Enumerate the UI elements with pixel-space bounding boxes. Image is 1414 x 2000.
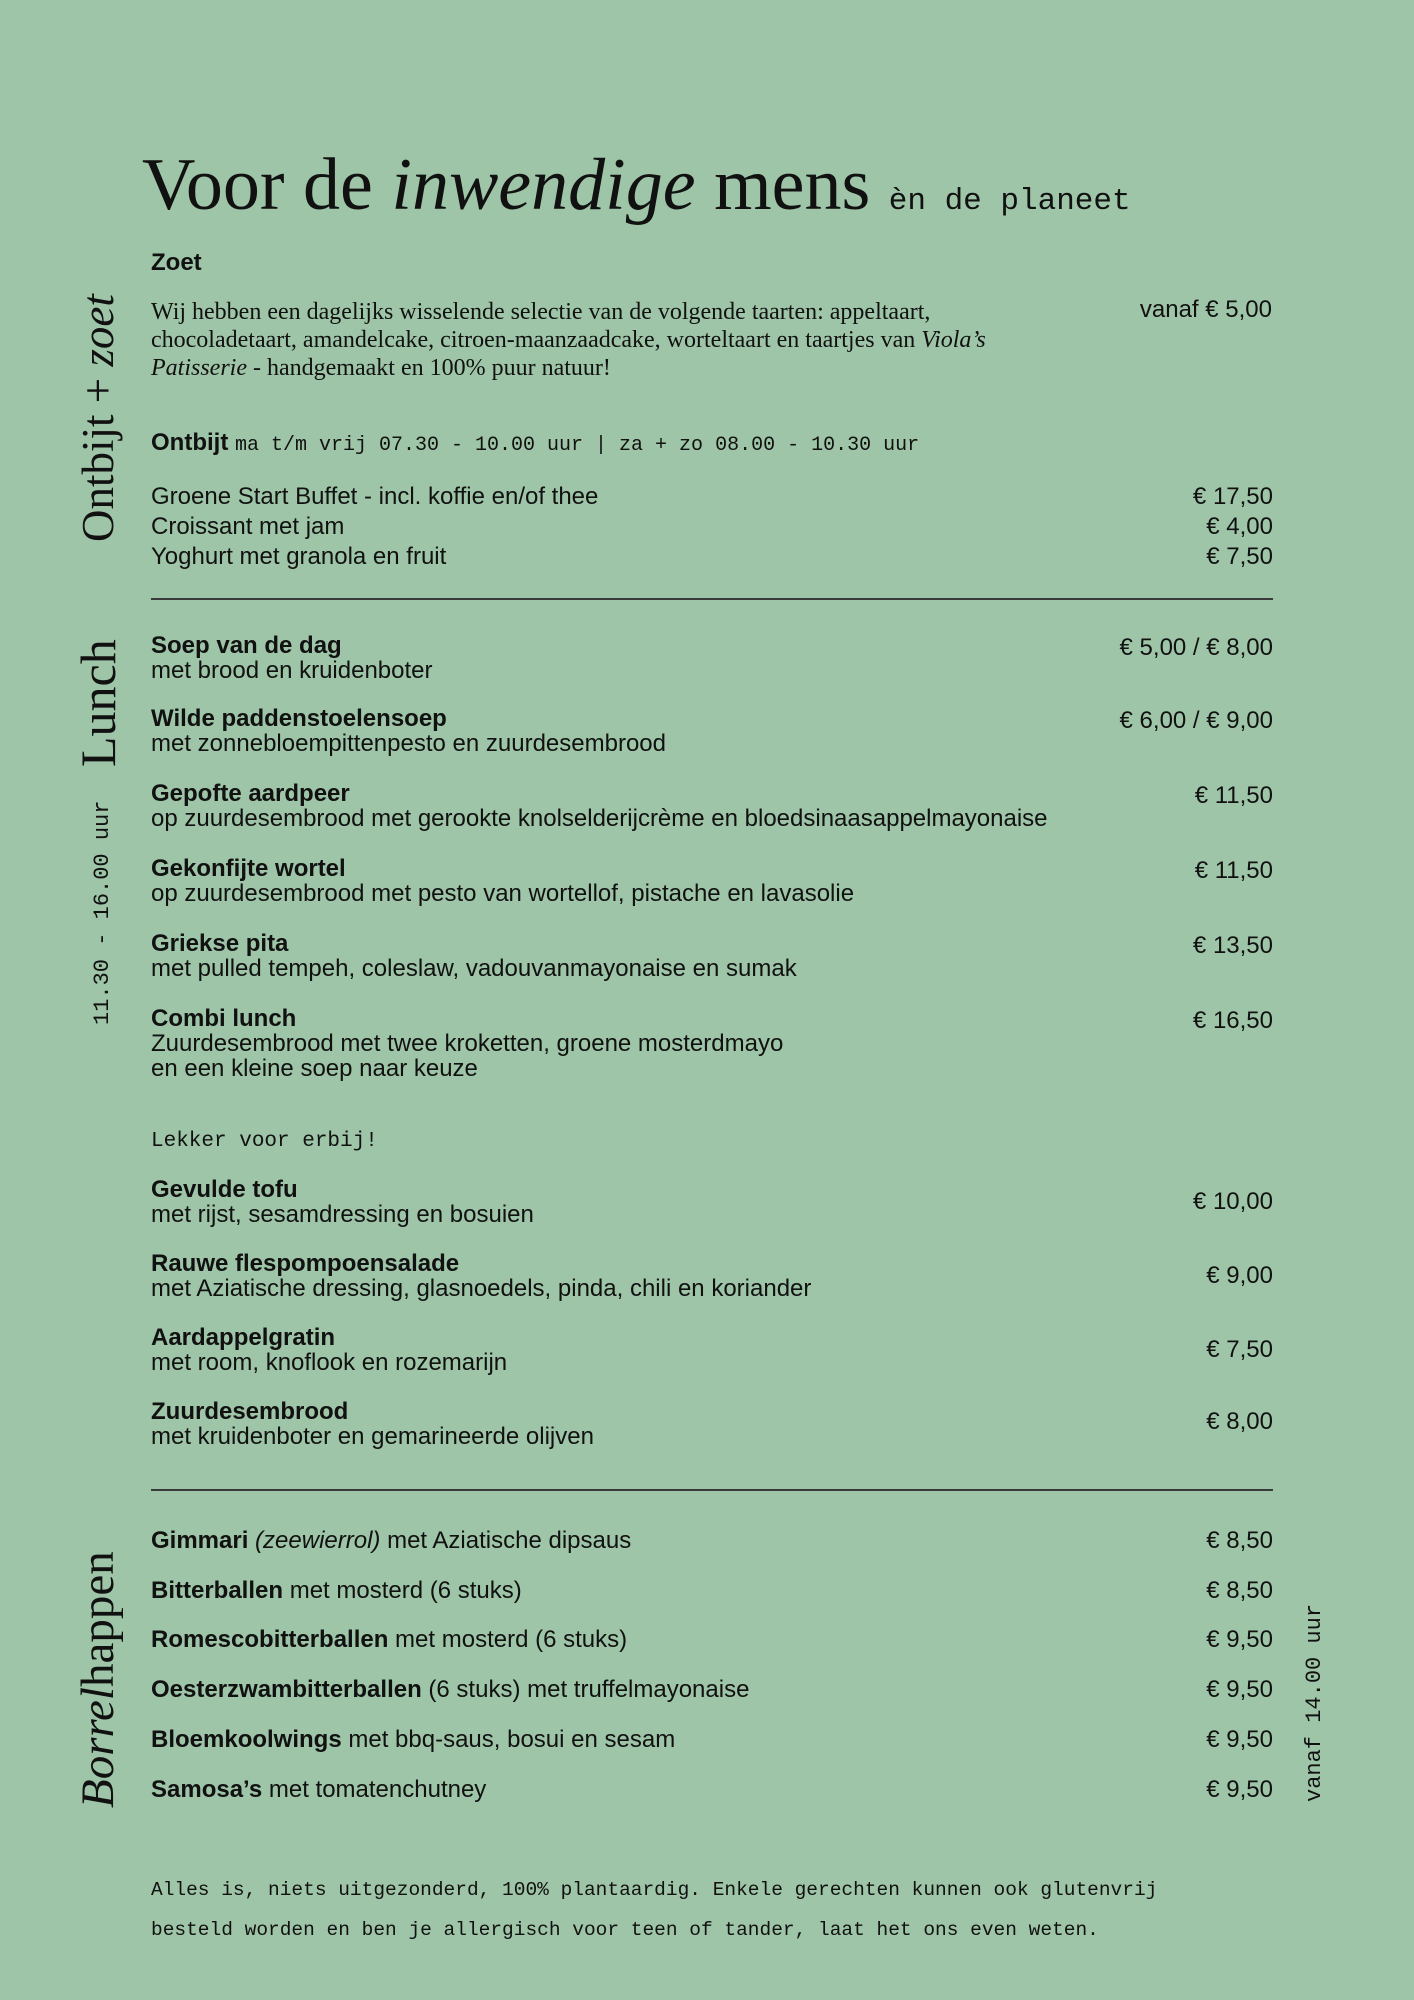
- item-desc: met mosterd (6 stuks): [283, 1577, 522, 1604]
- item-name: Wilde paddenstoelensoep: [151, 705, 447, 732]
- item-desc: met pulled tempeh, coleslaw, vadouvanmayonaise en sumak: [151, 955, 797, 982]
- menu-item: [151, 1725, 1273, 1755]
- item-desc: en een kleine soep naar keuze: [151, 1055, 478, 1082]
- item-desc: met zonnebloempittenpesto en zuurdesembrood: [151, 730, 666, 757]
- menu-item: [151, 931, 1273, 981]
- item-price: € 9,00: [1206, 1262, 1273, 1289]
- footer-line: besteld worden en ben je allergisch voor teen of tander, laat het ons even weten.: [151, 1919, 1099, 1941]
- item-name: Oesterzwambitterballen: [151, 1676, 422, 1703]
- side-label-lunch: Lunch: [70, 639, 126, 767]
- item-price: € 5,00 / € 8,00: [1119, 634, 1273, 661]
- item-desc: (6 stuks) met truffelmayonaise: [421, 1676, 750, 1703]
- ontbijt-hours: ma t/m vrij 07.30 - 10.00 uur | za + zo 08.00 - 10.30 uur: [234, 434, 920, 457]
- item-price: € 11,50: [1194, 782, 1273, 809]
- item-desc: met tomatenchutney: [262, 1776, 487, 1803]
- item-name: Gepofte aardpeer: [151, 780, 350, 807]
- item-price: € 9,50: [1206, 1776, 1273, 1803]
- item-price: € 6,00 / € 9,00: [1119, 707, 1273, 734]
- title-suffix: èn de planeet: [888, 184, 1131, 219]
- menu-item: [151, 633, 1273, 683]
- item-desc: op zuurdesembrood met gerookte knolselderijcrème en bloedsinaasappelmayonaise: [151, 805, 1048, 832]
- menu-item: [151, 1526, 1273, 1556]
- item-desc: met Aziatische dressing, glasnoedels, pinda, chili en koriander: [151, 1275, 812, 1302]
- item-price: € 13,50: [1192, 932, 1273, 959]
- item-name: Gevulde tofu: [151, 1176, 298, 1203]
- item-price: € 10,00: [1192, 1188, 1273, 1215]
- item-price: € 9,50: [1206, 1676, 1273, 1703]
- divider: [151, 598, 1273, 600]
- item-name: Aardappelgratin: [151, 1324, 336, 1351]
- item-name: Groene Start Buffet - incl. koffie en/of thee: [151, 483, 599, 510]
- menu-item: [151, 1775, 1273, 1805]
- item-price: € 9,50: [1206, 1626, 1273, 1653]
- side-borrel-hours: vanaf 14.00 uur: [1302, 1603, 1327, 1802]
- item-name: Bitterballen: [151, 1577, 284, 1604]
- zoet-desc-text-end: - handgemaakt en 100% puur natuur!: [247, 355, 611, 381]
- side-ontbijt-text: Ontbijt +: [73, 366, 123, 542]
- menu-item: [151, 1675, 1273, 1705]
- item-name: Croissant met jam: [151, 513, 345, 540]
- divider: [151, 1489, 1273, 1491]
- side-borrel-text: happen: [72, 1551, 124, 1688]
- extras-heading: Lekker voor erbij!: [151, 1130, 378, 1153]
- item-price: € 7,50: [1206, 1336, 1273, 1363]
- zoet-price: vanaf € 5,00: [1139, 296, 1272, 323]
- item-price: € 11,50: [1194, 857, 1273, 884]
- item-name: Samosa’s: [151, 1776, 263, 1803]
- item-name: Romescobitterballen: [151, 1626, 389, 1653]
- item-desc: met rijst, sesamdressing en bosuien: [151, 1201, 534, 1228]
- footer-note: [151, 1860, 1291, 1960]
- item-name: Combi lunch: [151, 1005, 297, 1032]
- side-ontbijt-italic: zoet: [73, 294, 123, 367]
- item-name: Griekse pita: [151, 930, 289, 957]
- item-price: € 8,00: [1206, 1408, 1273, 1435]
- item-desc: met kruidenboter en gemarineerde olijven: [151, 1423, 594, 1450]
- item-italic: (zeewierrol): [248, 1527, 381, 1554]
- item-desc: Zuurdesembrood met twee kroketten, groene mosterdmayo: [151, 1030, 784, 1057]
- item-desc: met mosterd (6 stuks): [388, 1626, 628, 1653]
- item-price: € 17,50: [1192, 483, 1273, 510]
- ontbijt-title: Ontbijt: [151, 429, 229, 456]
- page-title: [142, 140, 1131, 247]
- menu-item: [151, 1399, 1273, 1449]
- zoet-desc-italic: Viola’s Patisserie: [151, 327, 986, 381]
- item-price: € 4,00: [1206, 513, 1273, 540]
- item-name: Bloemkoolwings: [151, 1726, 342, 1753]
- side-label-ontbijt: [70, 294, 126, 542]
- item-name: Yoghurt met granola en fruit: [151, 543, 447, 570]
- title-part1: Voor de: [142, 144, 392, 226]
- menu-item: [151, 706, 1273, 756]
- menu-item: [151, 781, 1273, 831]
- item-name: Gekonfijte wortel: [151, 855, 346, 882]
- side-borrel-italic: Borrel: [72, 1687, 124, 1808]
- menu-item: [151, 482, 1273, 512]
- menu-item: [151, 1325, 1273, 1375]
- menu-item: [151, 512, 1273, 542]
- item-desc: met room, knoflook en rozemarijn: [151, 1349, 508, 1376]
- menu-item: [151, 856, 1273, 906]
- item-name: Gimmari: [151, 1527, 249, 1554]
- menu-item: [151, 1576, 1273, 1606]
- menu-item: [151, 1177, 1273, 1227]
- item-desc: met bbq-saus, bosui en sesam: [341, 1726, 676, 1753]
- item-name: Zuurdesembrood: [151, 1398, 349, 1425]
- title-italic: inwendige: [391, 144, 696, 226]
- item-price: € 9,50: [1206, 1726, 1273, 1753]
- item-price: € 8,50: [1206, 1577, 1273, 1604]
- zoet-description: [151, 298, 1031, 382]
- menu-item: [151, 1006, 1273, 1081]
- item-name: Soep van de dag: [151, 632, 342, 659]
- ontbijt-heading: [151, 428, 919, 461]
- item-price: € 16,50: [1192, 1007, 1273, 1034]
- menu-item: [151, 542, 1273, 572]
- footer-line: Alles is, niets uitgezonderd, 100% plantaardig. Enkele gerechten kunnen ook glutenvrij: [151, 1879, 1158, 1901]
- menu-item: [151, 1251, 1273, 1301]
- title-part2: mens: [695, 144, 871, 226]
- item-desc: met brood en kruidenboter: [151, 657, 433, 684]
- zoet-desc-text: Wij hebben een dagelijks wisselende selectie van de volgende taarten: appeltaart, chocoladetaart, amandelcake, citroen-maanzaadcake, worteltaart en taartjes van: [151, 299, 931, 353]
- item-name: Rauwe flespompoensalade: [151, 1250, 460, 1277]
- item-price: € 7,50: [1206, 543, 1273, 570]
- item-desc: met Aziatische dipsaus: [380, 1527, 632, 1554]
- menu-item: [151, 1625, 1273, 1655]
- zoet-heading: Zoet: [151, 249, 202, 276]
- side-lunch-hours: 11.30 - 16.00 uur: [90, 800, 115, 1025]
- side-label-borrel: [70, 1551, 126, 1808]
- item-desc: op zuurdesembrood met pesto van wortellof, pistache en lavasolie: [151, 880, 855, 907]
- item-price: € 8,50: [1206, 1527, 1273, 1554]
